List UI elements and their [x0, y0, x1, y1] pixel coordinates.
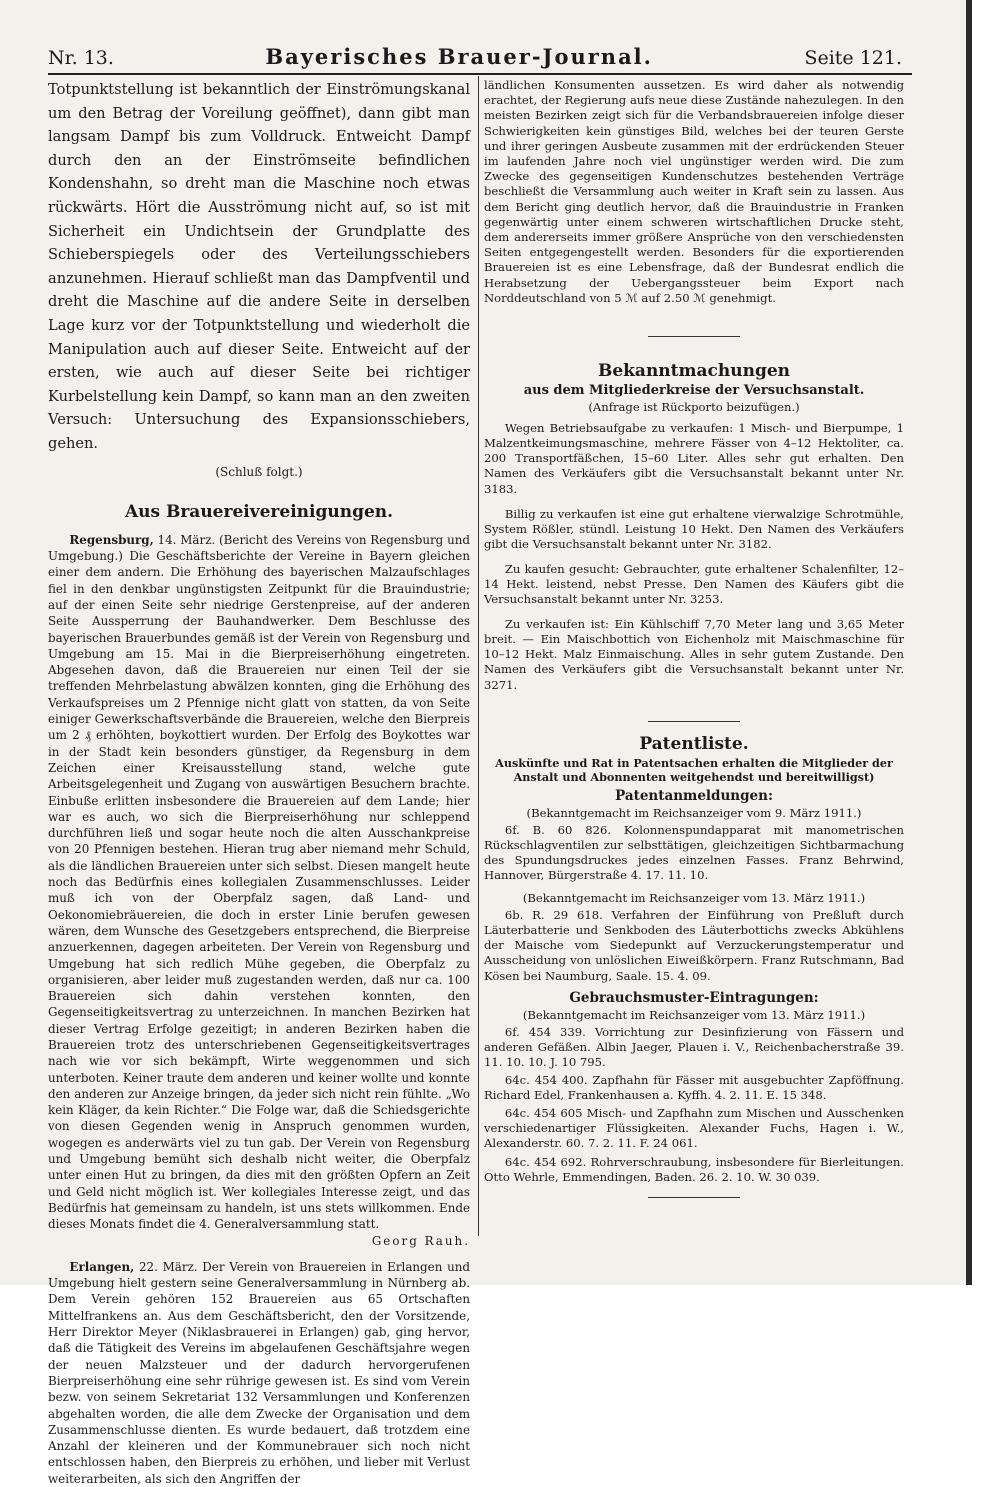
erlangen-continuation: ländlichen Konsumenten aussetzen. Es wird daher als notwendig erachtet, der Regierung aufs neue diese Zustände nahezulegen. In den meisten Bezirken zeigt sich für die Verbandsbrauereien infolge dieser Schwierigkeiten kein günstiges Bild, welches bei der teuren Gerste und ihrer geringen Ausbeute zusammen mit der erdrückenden Steuer im laufenden Jahre noch viel ungünstiger werden wird. Die zum Zwecke des gegenseitigen Kundenschutzes bestehenden Verträge beschließt die Versammlung auch weiter in Kraft sein zu lassen. Aus dem Bericht ging deutlich hervor, daß die Brauindustrie in Franken gegenwärtig unter einem schweren wirtschaftlichen Drucke steht, dem andererseits immer größere Ansprüche von den verschiedensten Seiten entgegengestellt werden. Besonders für die exportierenden Brauereien ist es eine Lebensfrage, daß der Bundesrat endlich die Herabsetzung der Uebergangssteuer beim Export nach Norddeutschland von 5 ℳ auf 2.50 ℳ genehmigt.: [484, 78, 904, 305]
notice-item: Zu kaufen gesucht: Gebrauchter, gute erhaltener Schalenfilter, 12–14 Hekt. leistend, nebst Presse. Den Namen des Käufers gibt die Versuchsanstalt bekannt unter Nr. 3253.: [484, 561, 904, 607]
erlangen-text: 22. März. Der Verein von Brauereien in Erlangen und Umgebung hielt gestern seine Generalversammlung in Nürnberg ab. Dem Verein gehören 152 Brauereien aus 65 Ortschaften Mittelfrankens an. Aus dem Geschäftsbericht, den der Vorsitzende, Herr Direktor Meyer (Niklasbrauerei in Erlangen) gab, ging hervor, daß die Tätigkeit des Vereins im abgelaufenen Geschäftsjahre wegen der neuen Malzsteuer und der dadurch hervorgerufenen Bierpreiserhöhung eine sehr rührige gewesen ist. Es sind vom Verein bezw. von seinem Sekretariat 132 Versammlungen und Konferenzen abgehalten worden, die alle dem Zwecke der Organisation und dem Zusammenschlusse dienten. Es wurde bedauert, daß trotzdem eine Anzahl der kleineren und der Kommunebrauer sich noch nicht entschlossen haben, den Bierpreis zu erhöhen, und lieber mit Verlust weiterarbeiten, als sich den Angriffen der: [48, 1259, 470, 1486]
publication-note: (Bekanntgemacht im Reichsanzeiger vom 13. März 1911.): [522, 891, 866, 906]
patentliste-title: Patentliste.: [639, 733, 749, 754]
place-erlangen: Erlangen,: [69, 1259, 135, 1274]
separator: [648, 721, 740, 722]
journal-title: Bayerisches Brauer-Journal.: [265, 44, 653, 69]
issue-number: Nr. 13.: [48, 47, 114, 69]
notice-item: Zu verkaufen ist: Ein Kühlschiff 7,70 Meter lang und 3,65 Meter breit. — Ein Maischbottich von Eichenholz mit Maischmaschine für 10–12 Hekt. Malz Einmaischung. Alles in sehr gutem Zustande. Den Namen des Verkäufers gibt die Versuchsanstalt bekannt unter Nr. 3271.: [484, 617, 904, 692]
place-regensburg: Regensburg,: [69, 532, 154, 547]
patent-item: 6b. R. 29 618. Verfahren der Einführung von Preßluft durch Läuterbatterie und Senkboden des Läuterbottichs zwecks Abkühlens der Maische vom Siedepunkt auf Verzuckerungstemperatur und Ausscheidung von unlöslichen Eiweißkörpern. Franz Rutschmann, Bad Kösen bei Naumburg, Saale. 15. 4. 09.: [484, 908, 904, 983]
notice-item: Wegen Betriebsaufgabe zu verkaufen: 1 Misch- und Bierpumpe, 1 Malzentkeimungsmaschine, mehrere Fässer von 4–12 Hektoliter, ca. 200 Transportfäßchen, 15–60 Liter. Alles sehr gut erhalten. Den Namen des Verkäufers gibt die Versuchsanstalt bekannt unter Nr. 3183.: [484, 421, 904, 496]
scan-edge: [966, 0, 972, 1285]
gebrauchsmuster-title: Gebrauchsmuster-Eintragungen:: [569, 989, 819, 1006]
bekanntmachungen-note: (Anfrage ist Rückporto beizufügen.): [588, 400, 800, 415]
separator: [648, 1197, 740, 1198]
publication-note: (Bekanntgemacht im Reichsanzeiger vom 9. März 1911.): [526, 805, 862, 820]
utility-model-item: 6f. 454 339. Vorrichtung zur Desinfizierung von Fässern und anderen Gefäßen. Albin Jaeger, Plauen i. V., Reichenbacherstraße 39. 11. 10. 10. J. 10 795.: [484, 1024, 904, 1069]
bekanntmachungen-subtitle: aus dem Mitgliederkreise der Versuchsanstalt.: [523, 383, 865, 399]
left-column: [48, 78, 470, 1487]
utility-model-item: 64c. 454 692. Rohrverschraubung, insbesondere für Bierleitungen. Otto Wehrle, Emmendingen, Baden. 26. 2. 10. W. 30 039.: [484, 1154, 904, 1184]
regensburg-report: [48, 532, 470, 1233]
header-rule: [48, 73, 912, 75]
erlangen-report: [48, 1259, 470, 1487]
notice-item: Billig zu verkaufen ist eine gut erhaltene vierwalzige Schrotmühle, System Rößler, stündl. Leistung 10 Hekt. Den Namen des Verkäufers gibt die Versuchsanstalt bekannt unter Nr. 3182.: [484, 506, 904, 551]
column-divider: [478, 76, 479, 1236]
patentliste-subtitle: Auskünfte und Rat in Patentsachen erhalten die Mitglieder der Anstalt und Abonnenten weitgehendst und bereitwilligst): [495, 755, 893, 784]
right-column: [484, 78, 904, 1198]
bekanntmachungen-title: Bekanntmachungen: [597, 361, 791, 382]
continuation-note: (Schluß folgt.): [215, 464, 303, 479]
signature: Georg Rauh.: [371, 1233, 470, 1248]
page-header: [48, 44, 902, 72]
patent-item: 6f. B. 60 826. Kolonnenspundapparat mit manometrischen Rückschlagventilen zur selbsttätigen, gleichzeitigen Sichtbarmachung des Spundungsdruckes jedes einzelnen Fasses. Franz Behrwind, Hannover, Bürgerstraße 4. 17. 11. 10.: [484, 822, 904, 883]
section-title-brauereivereinigungen: Aus Brauereivereinigungen.: [124, 501, 394, 522]
patentanmeldungen-title: Patentanmeldungen:: [615, 787, 773, 804]
intro-paragraph: Totpunktstellung ist bekanntlich der Einströmungskanal um den Betrag der Voreilung geöffnet), dann gibt man langsam Dampf bis zum Volldruck. Entweicht Dampf durch den an der Einströmseite befindlichen Kondenshahn, so dreht man die Maschine noch etwas rückwärts. Hört die Ausströmung nicht auf, so ist mit Sicherheit ein Undichtsein der Grundplatte des Schieberspiegels oder des Verteilungsschiebers anzunehmen. Hierauf schließt man das Dampfventil und dreht die Maschine auf die andere Seite in derselben Lage kurz vor der Totpunktstellung und wiederholt die Manipulation auch auf dieser Seite. Entweicht auf der ersten, wie auch auf dieser Seite bei richtiger Kurbelstellung kein Dampf, so kann man an den zweiten Versuch: Untersuchung des Expansionsschiebers, gehen.: [48, 81, 470, 452]
page-number: Seite 121.: [804, 47, 902, 69]
utility-model-item: 64c. 454 605 Misch- und Zapfhahn zum Mischen und Ausschenken verschiedenartiger Flüssigkeiten. Alexander Fuchs, Hagen i. W., Alexanderstr. 60. 7. 2. 11. F. 24 061.: [484, 1106, 904, 1151]
utility-model-item: 64c. 454 400. Zapfhahn für Fässer mit ausgebuchter Zapföffnung. Richard Edel, Frankenhausen a. Kyffh. 4. 2. 11. E. 15 348.: [484, 1073, 904, 1103]
separator: [648, 336, 740, 337]
regensburg-text: 14. März. (Bericht des Vereins von Regensburg und Umgebung.) Die Geschäftsberichte der Vereine in Bayern gleichen einer dem andern. Die Erhöhung des bayerischen Malzaufschlages fiel in den denkbar ungünstigsten Zeitpunkt für die Brauindustrie; auf der einen Seite sehr niedrige Gerstenpreise, auf der anderen Seite Aussperrung der Bauhandwerker. Dem Beschlusse des bayerischen Brauerbundes gemäß ist der Verein von Regensburg und Umgebung am 15. Mai in die Bierpreiserhöhung eingetreten. Abgesehen davon, daß die Brauereien nur einen Teil der sie treffenden Mehrbelastung abwälzen konnten, ging die Erhöhung des Verkaufspreises um 2 Pfennige nicht glatt von statten, da von Seite einiger Gewerkschaftsverbände die Brauereien, welche den Bierpreis um 2 ₰ erhöhten, boykottiert wurden. Der Erfolg des Boykottes war in der Stadt kein besonders günstiger, da Regensburg in dem Zeichen einer Kreisausstellung stand, welche gute Arbeitsgelegenheit und Zugang von auswärtigen Besuchern brachte. Einbuße erlitten insbesondere die Brauereien auf dem Lande; hier war es auch, wo sich die Bierpreiserhöhung nur schleppend durchführen ließ und sogar heute noch die alten Ausschankpreise von 20 Pfennigen bestehen. Hieran trug aber niemand mehr Schuld, als die ländlichen Brauereien unter sich selbst. Diesen mangelt heute noch das Bedürfnis eines kollegialen Zusammenschlusses. Leider muß ich von der Oberpfalz sagen, daß Land- und Oekonomiebräuereien, die doch in erster Linie berufen gewesen wären, dem Wunsche des Gesetzgebers entsprechend, die Bierpreise anzuerkennen, dagegen arbeiteten. Der Verein von Regensburg und Umgebung hat sich redlich Mühe gegeben, die Oberpfalz zu organisieren, aber leider muß zugestanden werden, daß nur ca. 100 Brauereien sich dahin verstehen konnten, den Gegenseitigkeitsvertrag zu unterzeichnen. In manchen Bezirken hat dieser Vertrag Erfolge gezeitigt; in anderen Bezirken haben die Brauereien trotz des unterschriebenen Gegenseitigkeitsvertrages nach wie vor sich bekämpft, Wirte weggenommen und sich unterboten. Keiner traute dem anderen und keiner wollte und konnte den anderen zur Anzeige bringen, da jeder sich nicht rein fühlte. „Wo kein Kläger, da kein Richter.“ Die Folge war, daß die Schiedsgerichte von diesen Gegenden wenig in Anspruch genommen wurden, wogegen es anderwärts viel zu tun gab. Der Verein von Regensburg und Umgebung bemüht sich deshalb nicht weiter, die Oberpfalz unter einen Hut zu bringen, da dies mit den größten Opfern an Zeit und Geld nicht möglich ist. Wer kollegiales Interesse zeigt, und das Bedürfnis hat gemeinsam zu handeln, ist uns stets willkommen. Ende dieses Monats findet die 4. Generalversammlung statt.: [48, 532, 470, 1232]
publication-note: (Bekanntgemacht im Reichsanzeiger vom 13. März 1911.): [522, 1007, 866, 1022]
